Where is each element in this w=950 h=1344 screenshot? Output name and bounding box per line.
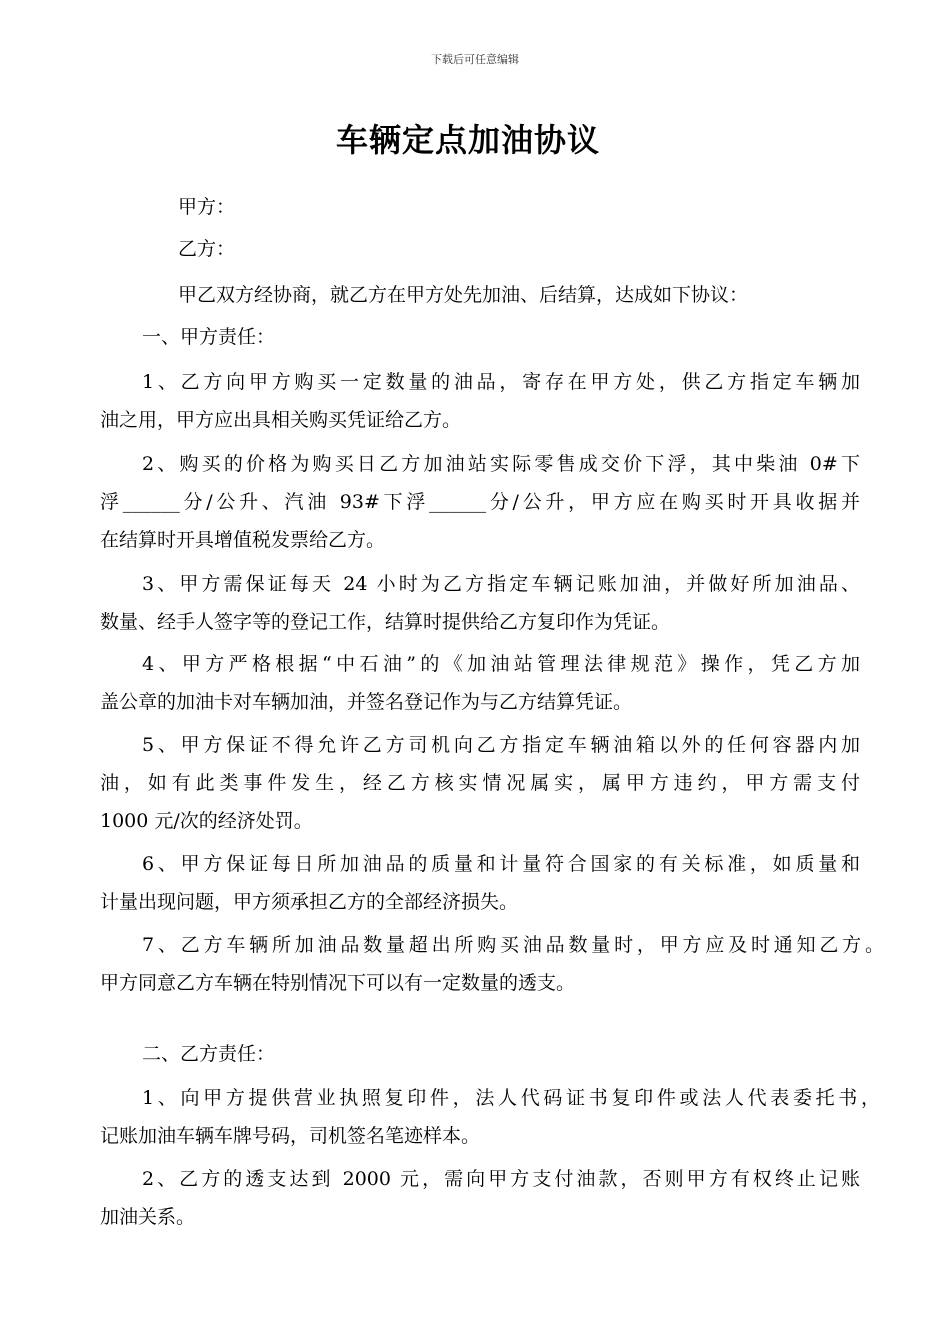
s1-item6-line1: 6、甲方保证每日所加油品的质量和计量符合国家的有关标准，如质量和 bbox=[142, 853, 860, 875]
s1-item1-line1: 1、乙方向甲方购买一定数量的油品，寄存在甲方处，供乙方指定车辆加 bbox=[142, 371, 860, 393]
section-2-heading: 二、乙方责任： bbox=[142, 1043, 276, 1065]
section-1-heading: 一、甲方责任： bbox=[142, 326, 276, 348]
s2-item2-line1: 2、乙方的透支达到 2000 元，需向甲方支付油款，否则甲方有权终止记账 bbox=[142, 1168, 860, 1190]
s1-item3-line2: 数量、经手人签字等的登记工作，结算时提供给乙方复印作为凭证。 bbox=[100, 611, 671, 633]
s2-item1-line1: 1、向甲方提供营业执照复印件，法人代码证书复印件或法人代表委托书， bbox=[142, 1087, 880, 1109]
s1-item1-line2: 油之用，甲方应出具相关购买凭证给乙方。 bbox=[100, 409, 462, 431]
s1-item4-line2: 盖公章的加油卡对车辆加油，并签名登记作为与乙方结算凭证。 bbox=[100, 691, 633, 713]
intro-paragraph: 甲乙双方经协商，就乙方在甲方处先加油、后结算，达成如下协议： bbox=[178, 284, 749, 306]
s1-item5-line3: 1000 元/次的经济处罚。 bbox=[100, 810, 313, 832]
s1-item7-line2: 甲方同意乙方车辆在特别情况下可以有一定数量的透支。 bbox=[100, 972, 576, 994]
s1-item5-line1: 5、甲方保证不得允许乙方司机向乙方指定车辆油箱以外的任何容器内加 bbox=[142, 734, 860, 756]
s1-item6-line2: 计量出现问题，甲方须承担乙方的全部经济损失。 bbox=[100, 891, 519, 913]
s1-item2-line2: 浮______分/公升、汽油 93#下浮______分/公升，甲方应在购买时开具收据并 bbox=[100, 491, 860, 513]
header-note: 下载后可任意编辑 bbox=[431, 53, 519, 66]
s2-item1-line2: 记账加油车辆车牌号码，司机签名笔迹样本。 bbox=[100, 1125, 481, 1147]
s1-item2-line3: 在结算时开具增值税发票给乙方。 bbox=[100, 529, 386, 551]
party-b-label: 乙方： bbox=[178, 238, 236, 260]
party-a-label: 甲方： bbox=[178, 196, 236, 218]
s1-item4-line1: 4、甲方严格根据“中石油”的《加油站管理法律规范》操作，凭乙方加 bbox=[142, 653, 860, 675]
s1-item2-line1: 2、购买的价格为购买日乙方加油站实际零售成交价下浮，其中柴油 0#下 bbox=[142, 453, 860, 475]
s1-item3-line1: 3、甲方需保证每天 24 小时为乙方指定车辆记账加油，并做好所加油品、 bbox=[142, 573, 860, 595]
s1-item5-line2: 油，如有此类事件发生，经乙方核实情况属实，属甲方违约，甲方需支付 bbox=[100, 772, 860, 794]
s1-item7-line1: 7、乙方车辆所加油品数量超出所购买油品数量时，甲方应及时通知乙方。 bbox=[142, 934, 884, 956]
s2-item2-line2: 加油关系。 bbox=[100, 1206, 196, 1228]
document-title: 车辆定点加油协议 bbox=[335, 121, 600, 159]
